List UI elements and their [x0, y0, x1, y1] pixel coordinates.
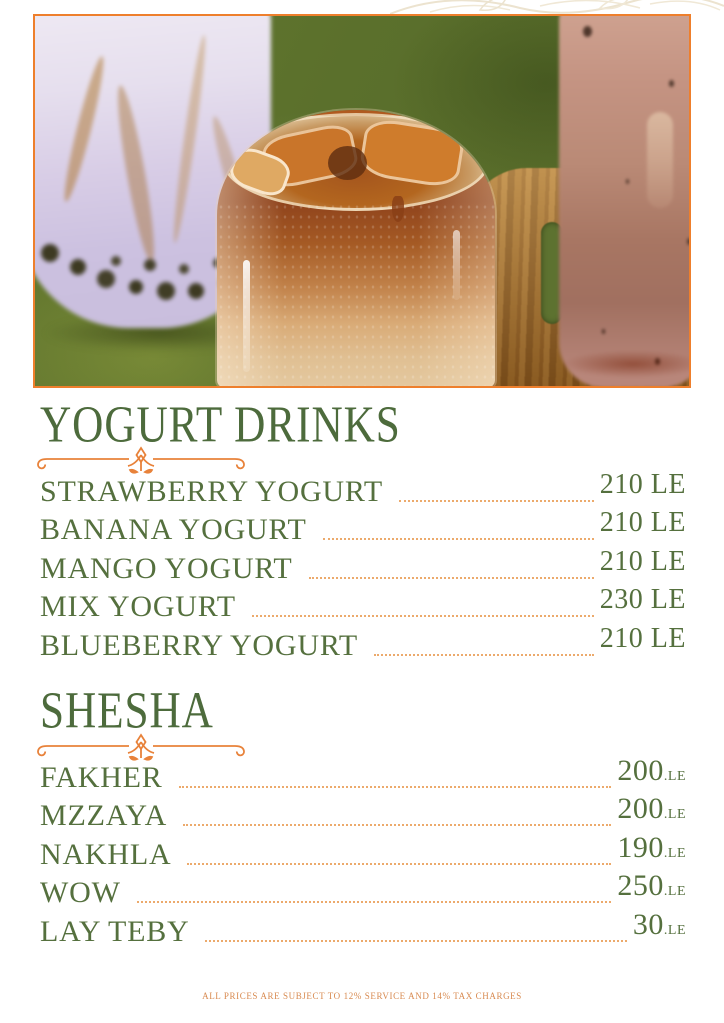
caramel-streak: [112, 84, 161, 264]
item-price: 210 LE: [599, 622, 686, 654]
caramel-streak: [59, 55, 109, 204]
item-price: 210 LE: [599, 507, 686, 538]
dotted-leader: [187, 863, 611, 865]
boba-specks: [583, 26, 592, 37]
item-name: MIX YOGURT: [40, 590, 236, 623]
chocolate-drink: [559, 14, 691, 388]
tax-service-note: ALL PRICES ARE SUBJECT TO 12% SERVICE AND 14% TAX CHARGES: [202, 991, 522, 1001]
boba-pearls: [41, 244, 59, 262]
menu-row: [40, 753, 686, 796]
menu-row: [40, 584, 686, 626]
dotted-leader: [183, 824, 611, 826]
menu-row: [40, 869, 686, 912]
price-currency: .LE: [663, 884, 686, 899]
dotted-leader: [309, 577, 594, 579]
price-number: 200: [617, 753, 664, 787]
drink-shadow: [561, 350, 691, 378]
price-number: 30: [632, 907, 664, 941]
price-currency: .LE: [663, 768, 686, 784]
item-price: 230 LE: [599, 584, 686, 615]
price-number: 200: [617, 792, 664, 825]
item-price: [617, 830, 686, 873]
item-name: BLUEBERRY YOGURT: [40, 628, 358, 662]
menu-row: [40, 622, 686, 664]
menu-row: [40, 907, 686, 950]
item-name: LAY TEBY: [40, 914, 190, 948]
menu-row: [40, 545, 686, 587]
menu-row: [40, 830, 686, 873]
ice-crevice: [328, 146, 367, 180]
item-price: 210 LE: [599, 545, 686, 577]
glass-highlight: [243, 260, 250, 372]
price-currency: .LE: [663, 922, 686, 938]
caramel-streak: [169, 34, 209, 243]
dotted-leader: [205, 940, 626, 942]
item-name: MANGO YOGURT: [40, 551, 293, 585]
menu-row: [40, 468, 686, 510]
item-name: FAKHER: [40, 760, 163, 794]
glass-highlight: [647, 112, 673, 208]
dotted-leader: [323, 538, 594, 540]
item-price: [617, 753, 686, 796]
item-name: NAKHLA: [40, 837, 172, 871]
hero-photo: [33, 14, 691, 388]
price-currency: .LE: [663, 845, 686, 861]
price-currency: .LE: [663, 807, 686, 822]
dotted-leader: [179, 786, 612, 788]
section-title-shesha: SHESHA: [40, 681, 214, 739]
glass-highlight: [453, 230, 460, 300]
dotted-leader: [137, 901, 612, 903]
dotted-leader: [252, 615, 594, 617]
item-name: BANANA YOGURT: [40, 513, 307, 546]
shesha-list: [40, 753, 686, 950]
item-price: [617, 871, 686, 911]
section-title-yogurt-drinks: YOGURT DRINKS: [40, 395, 401, 453]
yogurt-drinks-list: [40, 468, 686, 664]
item-price: 210 LE: [599, 468, 686, 500]
item-price: [617, 794, 686, 834]
item-name: MZZAYA: [40, 799, 168, 832]
dotted-leader: [374, 654, 594, 656]
item-name: STRAWBERRY YOGURT: [40, 474, 384, 508]
price-number: 250: [617, 869, 664, 902]
menu-row: [40, 792, 686, 835]
price-number: 190: [617, 830, 664, 864]
item-price: [632, 907, 686, 950]
iced-tea-glass: [217, 110, 495, 388]
dotted-leader: [399, 500, 594, 502]
item-name: WOW: [40, 876, 121, 909]
menu-row: [40, 507, 686, 549]
